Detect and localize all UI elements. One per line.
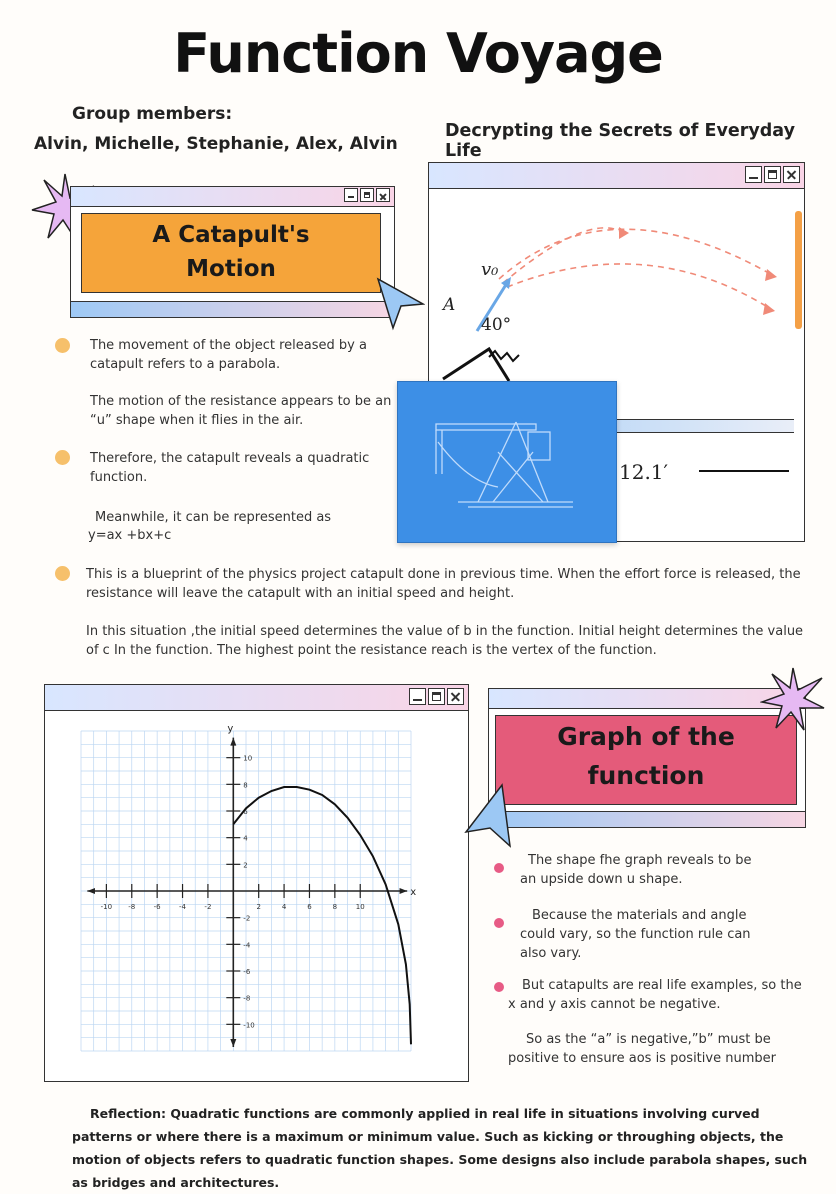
y-tick-label: -8	[243, 994, 251, 1003]
x-tick-label: 10	[355, 903, 365, 911]
catapult-badge	[81, 213, 381, 293]
close-icon[interactable]	[447, 688, 464, 705]
y-tick-label: -4	[243, 941, 251, 950]
y-axis-label: y	[227, 723, 234, 735]
catapult-point-1: The movement of the object released by a catapult refers to a parabola.	[90, 338, 367, 372]
maximize-icon[interactable]	[764, 166, 781, 183]
x-tick-label: -8	[128, 903, 136, 911]
page-title: Function Voyage	[173, 22, 663, 85]
bullet-icon	[55, 450, 70, 465]
bullet-icon	[494, 982, 504, 992]
x-tick-label: 8	[332, 903, 338, 911]
y-tick-label: -6	[243, 968, 251, 976]
graph-point-4: So as the “a” is negative,”b” must be positive to ensure aos is positive number	[508, 1032, 776, 1066]
catapult-point-2: The motion of the resistance appears to be an “u” shape when it flies in the air.	[90, 394, 392, 428]
blueprint-drawing	[398, 382, 618, 544]
x-tick-label: -10	[100, 903, 113, 911]
catapult-badge-line2: Motion	[186, 256, 276, 282]
x-tick-label: 2	[256, 903, 261, 911]
window-titlebar	[45, 685, 468, 711]
catapult-badge-line1: A Catapult's	[152, 222, 310, 248]
y-axis-arrow	[230, 738, 236, 746]
window-titlebar	[429, 163, 804, 189]
catapult-blueprint-image	[397, 381, 617, 543]
graph-point-1: The shape fhe graph reveals to be an upside down u shape.	[520, 853, 752, 887]
y-tick-label: 10	[243, 754, 253, 763]
reflection-text: Reflection: Quadratic functions are commonly applied in real life in situations involving curved patterns or where there is a maximum or minimum value. Such as kicking or throughing objects, the motion of objects refers to quadratic function shapes. Some designs also include parabola shapes, such as bridges and architectures.	[72, 1106, 808, 1190]
graph-point-3: But catapults are real life examples, so the x and y axis cannot be negative.	[508, 978, 802, 1012]
y-tick-label: -2	[243, 914, 251, 923]
point-label: A	[443, 295, 456, 315]
bullet-icon	[494, 918, 504, 928]
reflection-paragraph	[72, 1102, 812, 1194]
quadratic-graph	[45, 713, 465, 1079]
y-tick-label: -10	[243, 1021, 255, 1030]
cursor-arrow-icon	[375, 276, 425, 332]
x-tick-label: 4	[281, 903, 287, 911]
distance-label: 12.1′	[619, 460, 669, 484]
window-titlebar	[71, 187, 394, 207]
y-tick-label: 2	[243, 861, 248, 870]
window-footer-bar	[489, 811, 805, 827]
graph-point-2: Because the materials and angle could vary, so the function rule can also vary.	[520, 908, 751, 961]
catapult-point-3: Therefore, the catapult reveals a quadratic function.	[90, 451, 370, 485]
y-tick-label: 6	[243, 808, 248, 816]
bullet-icon	[494, 863, 504, 873]
bullet-icon	[55, 338, 70, 353]
group-members-names: Alvin, Michelle, Stephanie, Alex, Alvin	[34, 134, 398, 154]
graph-badge-line1: Graph of the	[557, 722, 735, 751]
y-tick-label: 4	[243, 834, 248, 843]
close-icon[interactable]	[376, 188, 390, 202]
window-titlebar	[489, 689, 805, 709]
cursor-arrow-icon	[462, 782, 514, 848]
star-icon	[760, 666, 826, 732]
minimize-icon[interactable]	[745, 166, 762, 183]
maximize-icon[interactable]	[360, 188, 374, 202]
x-tick-label: -4	[179, 903, 187, 911]
x-tick-label: 6	[307, 903, 312, 911]
scrollbar-thumb[interactable]	[795, 211, 802, 329]
catapult-point-4: Meanwhile, it can be represented as	[95, 510, 332, 525]
x-axis-label: x	[410, 887, 417, 898]
graph-window	[44, 684, 469, 1082]
bullet-icon	[55, 566, 70, 581]
x-axis-arrow-left	[87, 888, 95, 894]
graph-badge-window	[488, 688, 806, 828]
catapult-formula: y=ax +bx+c	[88, 528, 172, 543]
maximize-icon[interactable]	[428, 688, 445, 705]
group-members-heading: Group members:	[72, 104, 233, 124]
window-footer-bar	[71, 301, 394, 317]
x-tick-label: -2	[204, 903, 212, 911]
graph-badge	[495, 715, 797, 805]
graph-badge-line2: function	[587, 761, 705, 790]
catapult-badge-window	[70, 186, 395, 318]
x-tick-label: -6	[153, 903, 161, 911]
minimize-icon[interactable]	[344, 188, 358, 202]
blueprint-point-2: In this situation ,the initial speed determines the value of b in the function. Initial height determines the value of c In the function. The highest point the resistance reach is the vertex of the function.	[86, 624, 804, 658]
minimize-icon[interactable]	[409, 688, 426, 705]
subtitle: Decrypting the Secrets of Everyday Life	[445, 121, 795, 161]
x-axis-arrow	[400, 888, 408, 894]
y-tick-label: 8	[243, 781, 248, 790]
y-axis-arrow-bottom	[230, 1039, 236, 1047]
angle-label: 40°	[481, 315, 512, 335]
close-icon[interactable]	[783, 166, 800, 183]
velocity-label: v₀	[481, 259, 499, 280]
blueprint-point-1: This is a blueprint of the physics project catapult done in previous time. When the effort force is released, the resistance will leave the catapult with an initial speed and height.	[86, 567, 801, 601]
distance-line	[699, 470, 789, 472]
